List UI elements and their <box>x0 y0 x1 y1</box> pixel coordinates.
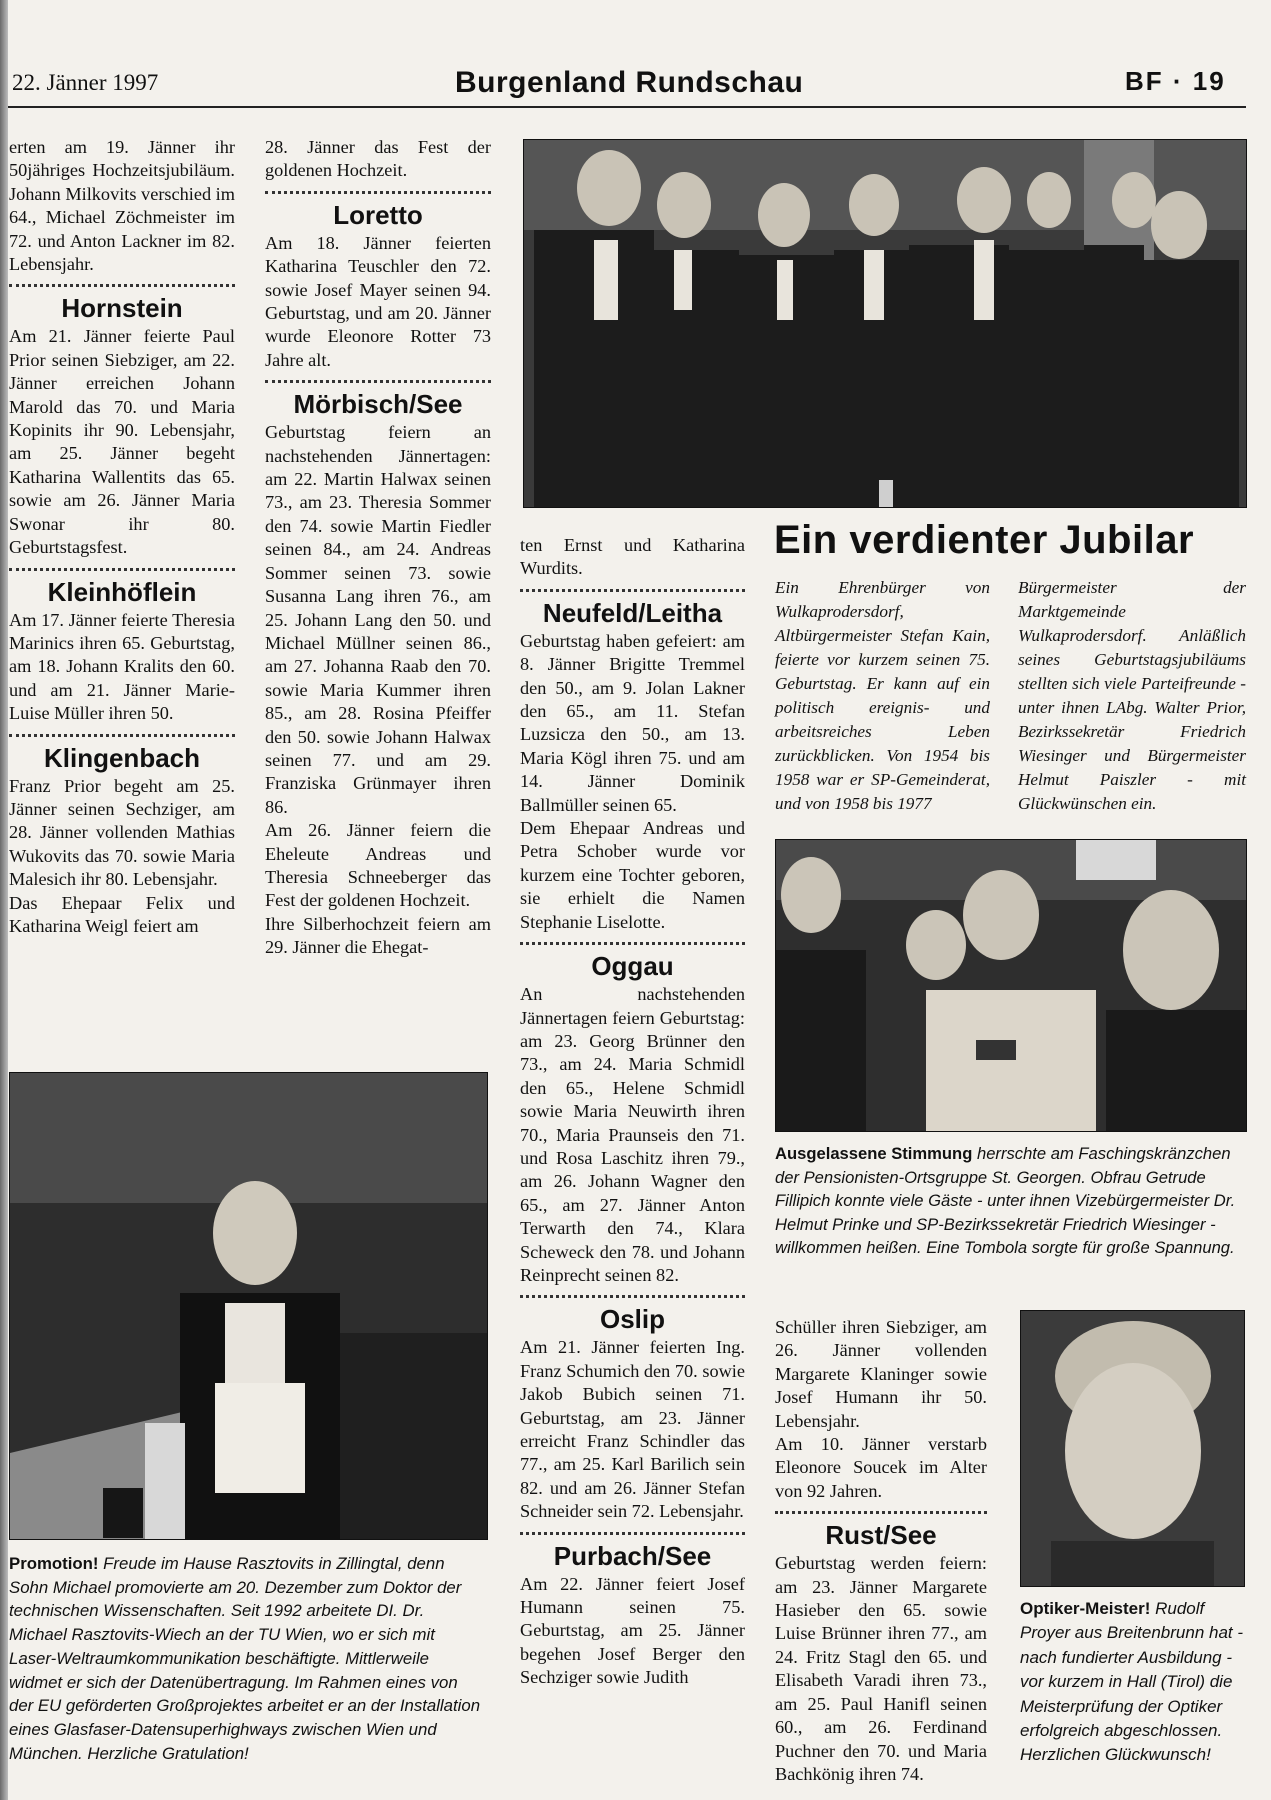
page-spine <box>0 0 8 1800</box>
text-moerbisch-3: Ihre Silberhochzeit feiern am 29. Jänner die Ehegat- <box>265 913 491 958</box>
heading-klingenbach: Klingenbach <box>43 742 200 773</box>
text-neufeld-2: Dem Ehepaar Andreas und Petra Schober wurde vor kurzem eine Tochter geboren, sie erhielt die Namen Stephanie Liselotte. <box>520 818 745 932</box>
fasching-caption-text: herrschte am Faschingskränzchen der Pensionisten-Ortsgruppe St. Georgen. Obfrau Getrude Fillipich konnte viele Gäste - unter ihnen Vizebürgermeister Dr. Helmut Prinke und SP-Bezirkssekretär Friedrich Wiesinger - willkommen heißen. Eine Tombola sorgte für große Spannung. <box>775 1144 1236 1258</box>
col4-text-2: Am 10. Jänner verstarb Eleonore Soucek im Alter von 92 Jahren. <box>775 1434 987 1501</box>
fasching-caption-lead: Ausgelassene Stimmung <box>775 1144 973 1163</box>
text-kleinhoeflein: Am 17. Jänner feierte Theresia Marinics ihren 65. Geburtstag, am 18. Johann Kralits den 60. und am 21. Jänner Marie-Luise Müller ihren 50. <box>9 609 235 724</box>
heading-hornstein: Hornstein <box>61 293 183 324</box>
text-klingenbach: Franz Prior begeht am 25. Jänner seinen Sechziger, am 28. Jänner vollenden Mathias Wukovits das 70. sowie Maria Malesich ihr 80. Lebensjahr. <box>9 775 235 890</box>
divider <box>520 1295 745 1298</box>
jubilar-headline: Ein verdienter Jubilar <box>774 518 1195 562</box>
fasching-photo-svg <box>776 840 1246 1131</box>
promotion-caption-text: Freude im Hause Rasztovits in Zillingtal, denn Sohn Michael promovierte am 20. Dezember zum Doktor der technischen Wissenschaften. Seit 1992 arbeitete DI. Dr. Michael Rasztovits-Wiech an der TU Wien, wo er sich mit Laser-Weltraumkommunikation beschäftigte. Mittlerweile widmet er sich der Datenübertragung. Im Rahmen eines von der EU geförderten Großprojektes arbeitet er an der Installation eines Glasfaser-Datensuperhighways zwischen Wien und München. Herzliche Gratulation! <box>9 1554 481 1763</box>
heading-purbach: Purbach/See <box>553 1540 712 1571</box>
promotion-caption-lead: Promotion! <box>9 1554 99 1573</box>
column-4 <box>775 1316 987 1786</box>
column-3 <box>520 534 745 1690</box>
group-photo <box>523 139 1247 508</box>
heading-kleinhoeflein: Kleinhöflein <box>47 576 197 607</box>
text-hornstein: Am 21. Jänner feierte Paul Prior seinen Siebziger, am 22. Jänner erreichen Johann Marold das 70. und Maria Kopinits ihr 90. Lebensjahr, am 25. Jänner begeht Katharina Wallentits das 65. sowie am 26. Jänner Maria Swonar ihr 80. Geburtstagsfest. <box>9 326 235 558</box>
optiker-caption <box>1020 1597 1245 1768</box>
jubilar-left: Ein Ehrenbürger von Wulkaprodersdorf, Altbürgermeister Stefan Kain, feierte vor kurzem seinen 75. Geburtstag. Er kann auf ein politisch ereignis- und arbeitsreiches Leben zurückblicken. Von 1954 bis 1958 war er SP-Gemeinderat, und von 1958 bis 1977 <box>775 578 990 813</box>
jubilar-text-right <box>1018 576 1246 816</box>
text-moerbisch-2: Am 26. Jänner feiern die Eheleute Andreas und Theresia Schneeberger das Fest der goldenen Hochzeit. <box>265 820 491 911</box>
divider <box>265 380 491 383</box>
divider <box>520 589 745 592</box>
jubilar-right: Bürgermeister der Marktgemeinde Wulkaprodersdorf. Anläßlich seines Geburtstagsjubiläums stellten sich viele Parteifreunde - unter ihnen LAbg. Walter Prior, Bezirkssekretär Friedrich Wiesinger und Bürgermeister Helmut Paiszler - mit Glückwünschen ein. <box>1018 578 1246 813</box>
text-oggau: An nachstehenden Jännertagen feiern Geburtstag: am 23. Georg Brünner den 73., am 24. Maria Schmidl den 65., Helene Schmidl sowie Maria Neuwirth ihren 70., Maria Praunseis den 71. und Rosa Laschitz ihren 79., am 26. Johann Wagner den 65., am 27. Jänner Anton Terwarth den 74., Klara Scheweck den 78. und Johann Reinprecht seinen 82. <box>520 984 745 1285</box>
heading-oggau: Oggau <box>591 951 674 982</box>
optiker-caption-text: Rudolf Proyer aus Breitenbrunn hat - nach fundierter Ausbildung - vor kurzem in Hall (Tirol) die Meisterprüfung der Optiker erfolgreich abgeschlossen. Herzlichen Glückwunsch! <box>1020 1599 1244 1765</box>
col4-text: Schüller ihren Siebziger, am 26. Jänner vollenden Margarete Klaninger sowie Josef Humann ihr 50. Lebensjahr. <box>775 1317 987 1431</box>
text-moerbisch: Geburtstag feiern an nachstehenden Jännertagen: am 22. Martin Halwax seinen 73., am 23. Theresia Sommer den 74. sowie Martin Fiedler seinen 84., am 24. Andreas Sommer seinen 73. sowie Susanna Lang ihren 76., am 25. Johann Lang den 50. und Michael Müllner seinen 86., am 27. Johanna Raab den 70. sowie Maria Kummer ihren 85., am 28. Rosina Pfeiffer den 50. sowie Johann Halwax seinen 77. und am 29. Franziska Grünmayer ihren 86. <box>265 422 491 817</box>
divider <box>9 568 235 571</box>
divider <box>9 284 235 287</box>
text-klingenbach-2: Das Ehepaar Felix und Katharina Weigl feiert am <box>9 892 235 936</box>
column-2 <box>265 136 491 960</box>
issue-date: 22. Jänner 1997 <box>12 70 159 95</box>
text-oslip: Am 21. Jänner feierten Ing. Franz Schumich den 70. sowie Jakob Bubich seinen 71. Geburtstag, am 23. Jänner erreicht Franz Schindler das 77., am 25. Karl Barilich sein 82. und am 26. Jänner Stefan Schneider sein 72. Lebensjahr. <box>520 1337 745 1522</box>
heading-moerbisch: Mörbisch/See <box>293 389 463 420</box>
promotion-caption <box>9 1552 486 1765</box>
newspaper-title: Burgenland Rundschau <box>455 66 804 99</box>
heading-loretto: Loretto <box>333 199 423 230</box>
heading-oslip: Oslip <box>599 1304 665 1335</box>
divider <box>265 191 491 194</box>
optiker-photo <box>1020 1310 1245 1587</box>
column-1 <box>9 136 235 938</box>
group-photo-svg <box>524 140 1246 507</box>
col3-intro: ten Ernst und Katharina Wurdits. <box>520 535 745 579</box>
text-neufeld: Geburtstag haben gefeiert: am 8. Jänner Brigitte Tremmel den 50., am 9. Jolan Lakner den 65., am 11. Stefan Luzsicza den 50., am 13. Maria Kögl ihren 75. und am 14. Jänner Dominik Ballmüller seinen 65. <box>520 630 745 815</box>
header-rule <box>8 106 1246 108</box>
heading-neufeld: Neufeld/Leitha <box>542 597 723 628</box>
promotion-photo-svg <box>10 1073 487 1539</box>
fasching-caption <box>775 1142 1245 1260</box>
divider <box>775 1511 987 1514</box>
fasching-photo <box>775 839 1247 1132</box>
divider <box>520 942 745 945</box>
divider <box>520 1532 745 1535</box>
promotion-photo <box>9 1072 488 1540</box>
col1-intro: erten am 19. Jänner ihr 50jähriges Hochzeitsjubiläum. Johann Milkovits verschied im 64., Michael Zöchmeister im 72. und Anton Lackner im 82. Lebensjahr. <box>9 137 235 275</box>
page-number: BF · 19 <box>1125 66 1226 96</box>
divider <box>9 734 235 737</box>
text-rust: Geburtstag werden feiern: am 23. Jänner Margarete Hasieber den 65. sowie Luise Brünner ihren 77., am 24. Fritz Stagl den 65. und Elisabeth Varadi ihren 73., am 25. Paul Hanifl seinen 60., am 26. Ferdinand Puchner den 70. und Maria Bachkönig ihren 74. <box>775 1553 987 1784</box>
text-purbach: Am 22. Jänner feiert Josef Humann seinen 75. Geburtstag, am 25. Jänner begehen Josef Berger den Sechziger sowie Judith <box>520 1573 745 1688</box>
optiker-caption-lead: Optiker-Meister! <box>1020 1599 1151 1618</box>
optiker-photo-svg <box>1021 1311 1244 1586</box>
text-loretto: Am 18. Jänner feierten Katharina Teuschler den 72. sowie Josef Mayer seinen 94. Geburtstag, und am 20. Jänner wurde Eleonore Rotter 73 Jahre alt. <box>265 232 491 370</box>
col2-intro: 28. Jänner das Fest der goldenen Hochzeit. <box>265 137 491 181</box>
heading-rust: Rust/See <box>825 1520 937 1551</box>
jubilar-text-left <box>775 576 990 816</box>
